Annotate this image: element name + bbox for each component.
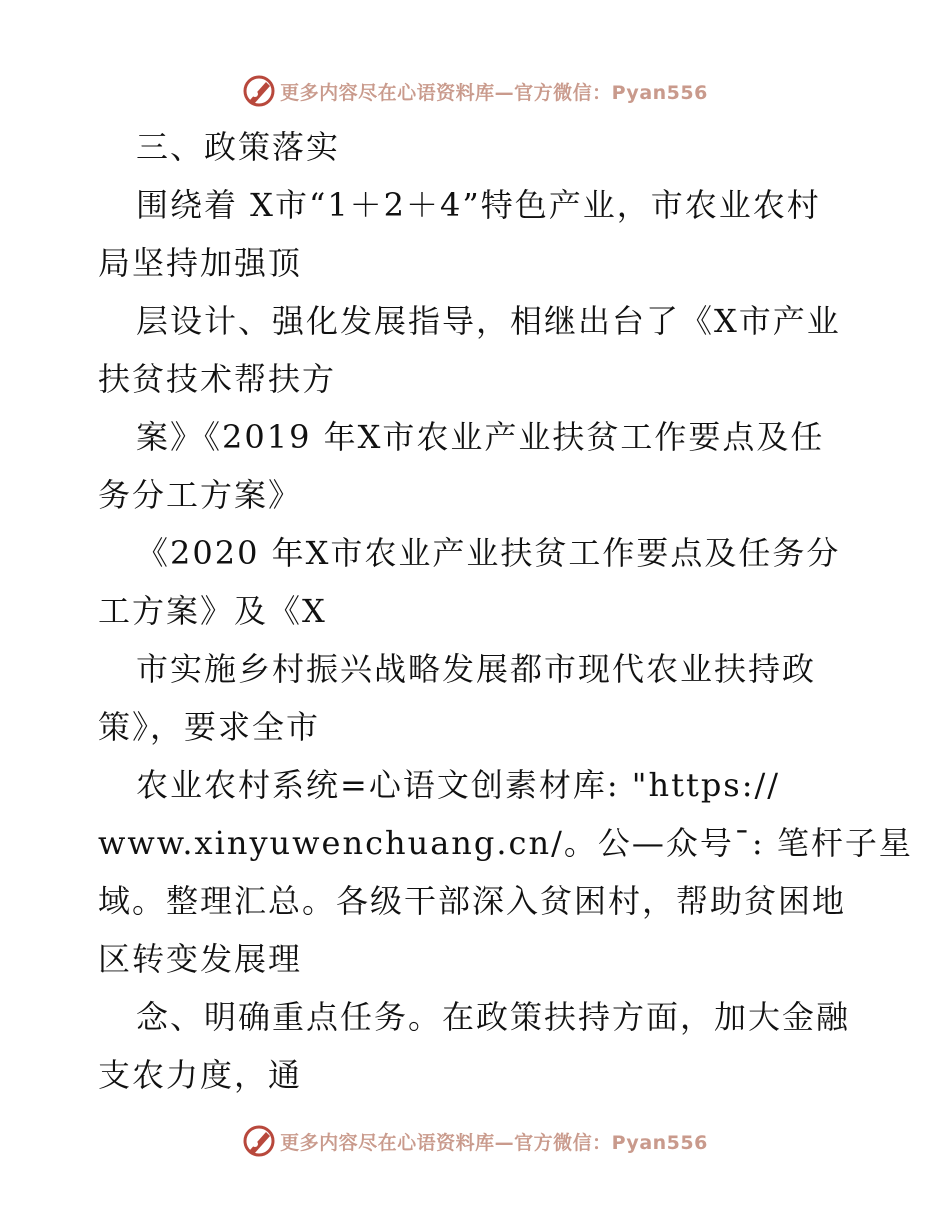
paragraph-line: www.xinyuwenchuang.cn/。公—众号¯: 笔杆子星 [98,824,913,862]
paragraph-line: 域。整理汇总。各级干部深入贫困村，帮助贫困地 [98,882,847,920]
section-heading: 三、政策落实 [136,128,341,166]
paragraph-line: 农业农村系统=心语文创素材库: "https:// [136,766,781,804]
watermark-text: 更多内容尽在心语资料库—官方微信：Pyan556 [280,81,708,104]
paragraph-line: 案》《2019 年X市农业产业扶贫工作要点及任 [136,418,825,456]
paragraph-line: 市实施乡村振兴战略发展都市现代农业扶持政 [136,650,817,688]
paragraph-line: 围绕着 X市“1＋2＋4”特色产业，市农业农村 [136,186,821,224]
library-logo-icon [242,74,276,108]
paragraph-line: 策》，要求全市 [98,708,321,746]
paragraph-line: 扶贫技术帮扶方 [98,360,337,398]
paragraph-line: 层设计、强化发展指导，相继出台了《X市产业 [136,302,841,340]
header-watermark [0,71,950,111]
paragraph-line: 工方案》及《X [98,592,327,630]
library-logo-icon [242,1124,276,1158]
paragraph-line: 局坚持加强顶 [98,244,303,282]
paragraph-line: 念、明确重点任务。在政策扶持方面，加大金融 [136,998,851,1036]
paragraph-line: 《2020 年X市农业产业扶贫工作要点及任务分 [136,534,841,572]
paragraph-line: 务分工方案》 [98,476,303,514]
footer-watermark [0,1121,950,1161]
document-body [98,118,913,1104]
paragraph-line: 区转变发展理 [98,940,303,978]
watermark-text: 更多内容尽在心语资料库—官方微信：Pyan556 [280,1131,708,1154]
paragraph-line: 支农力度，通 [98,1056,303,1094]
